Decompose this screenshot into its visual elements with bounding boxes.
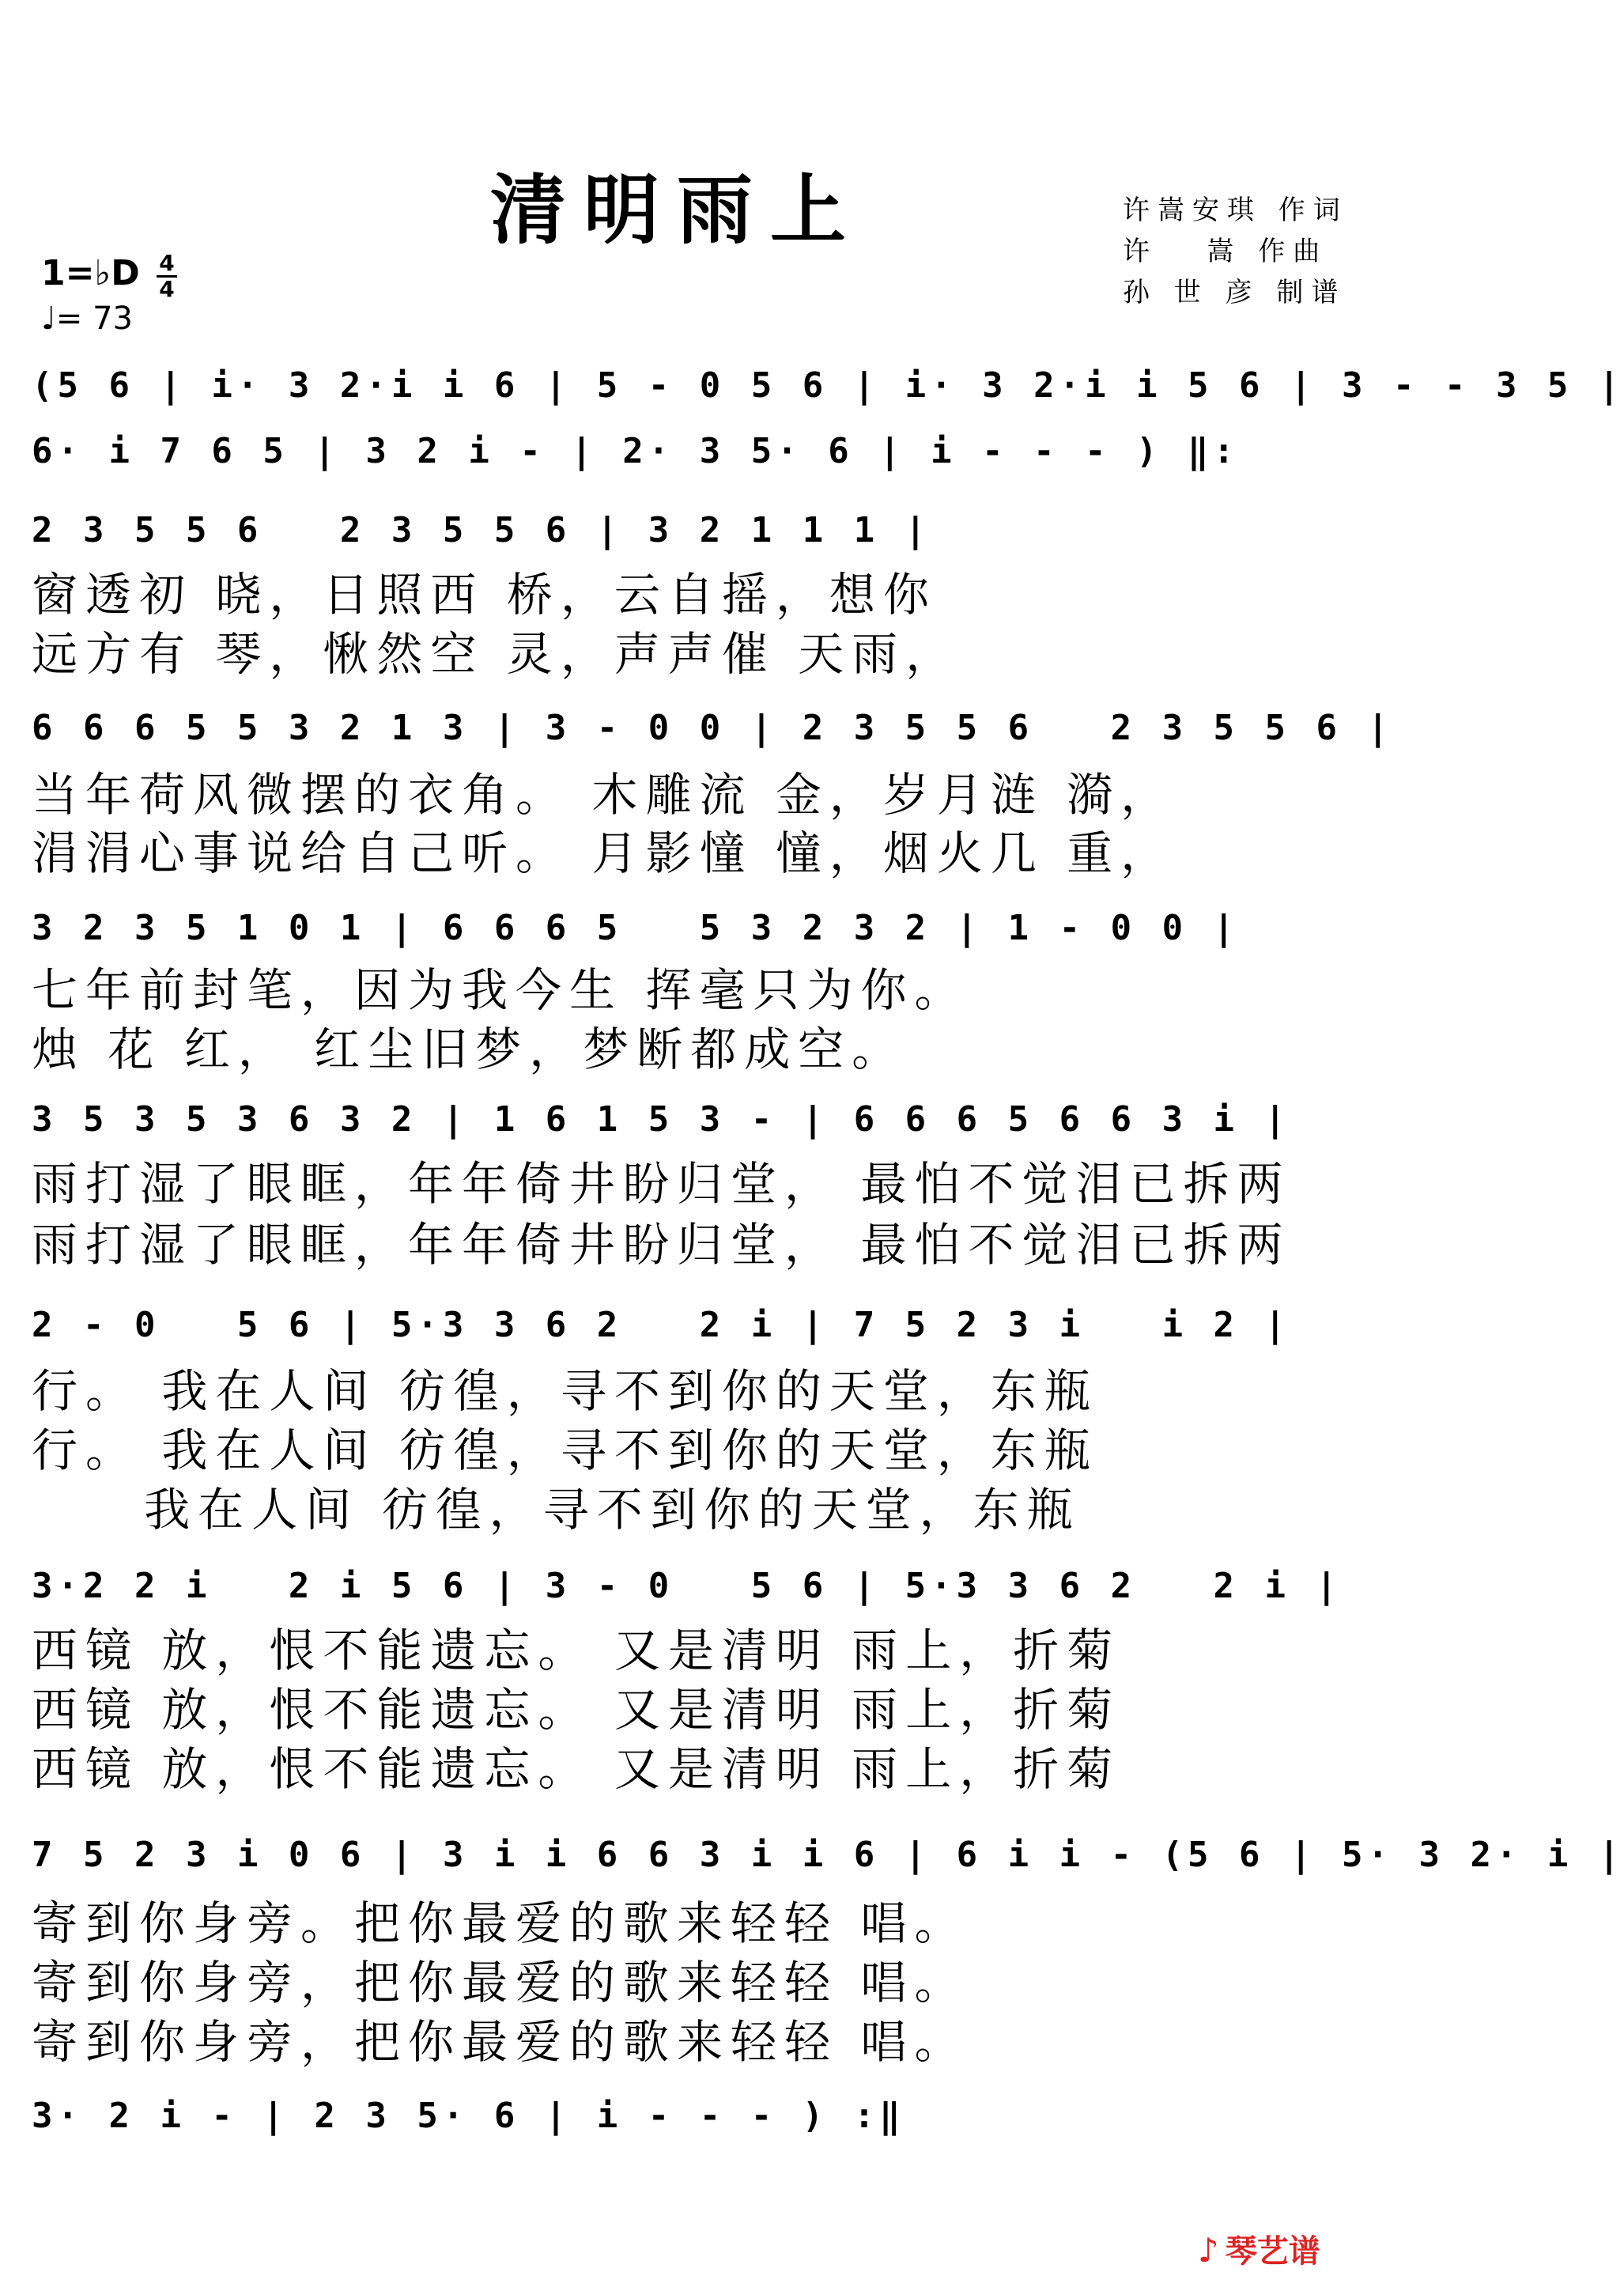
transcriber-credit: 孙 世 彦 制谱 <box>1123 277 1346 308</box>
lyric-line: 雨打湿了眼眶，年年倚井盼归堂， 最怕不觉泪已拆两 <box>32 1218 1291 1272</box>
lyric-line: 西镜 放，恨不能遗忘。 又是清明 雨上，折菊 <box>32 1683 1121 1737</box>
notation-line: 3·2 2 i 2 i 5 6 | 3 - 0 5 6 | 5·3 3 6 2 2 i | <box>32 1566 1343 1606</box>
credits <box>1123 190 1348 313</box>
lyric-line: 我在人间 彷徨，寻不到你的天堂，东瓶 <box>32 1483 1081 1537</box>
tempo-marking: ♩= 73 <box>41 301 133 337</box>
logo-text: 琴艺谱 <box>1225 2233 1320 2270</box>
lyric-line: 寄到你身旁，把你最爱的歌来轻轻 唱。 <box>32 2015 969 2069</box>
time-signature <box>157 251 177 301</box>
lyric-line: 涓涓心事说给自己听。 月影憧 憧，烟火几 重， <box>32 826 1175 880</box>
notation-line: 7 5 2 3 i 0 6 | 3 i i 6 6 3 i i 6 | 6 i i - (5 6 | 5· 3 2· i | <box>32 1835 1624 1875</box>
lyric-line: 寄到你身旁，把你最爱的歌来轻轻 唱。 <box>32 1956 969 2009</box>
notation-line: 2 3 5 5 6 2 3 5 5 6 | 3 2 1 1 1 | <box>32 510 931 550</box>
composer-credit: 许 嵩 作曲 <box>1123 236 1328 267</box>
page-title: 清明雨上 <box>490 166 863 255</box>
lyric-line: 行。 我在人间 彷徨，寻不到你的天堂，东瓶 <box>32 1364 1098 1418</box>
lyric-line: 西镜 放，恨不能遗忘。 又是清明 雨上，折菊 <box>32 1624 1121 1677</box>
notation-line: 6 6 6 5 5 3 2 1 3 | 3 - 0 0 | 2 3 5 5 6 2 3 5 5 6 | <box>32 708 1393 748</box>
time-signature-top: 4 <box>159 250 175 276</box>
notation-line: 3· 2 i - | 2 3 5· 6 | i - - - ) :‖ <box>32 2096 905 2136</box>
time-signature-bottom: 4 <box>159 276 175 302</box>
lyric-line: 当年荷风微摆的衣角。 木雕流 金，岁月涟 漪， <box>32 768 1175 822</box>
notation-line: 3 5 3 5 3 6 3 2 | 1 6 1 5 3 - | 6 6 6 5 6 6 3 i | <box>32 1099 1291 1140</box>
lyric-line: 西镜 放，恨不能遗忘。 又是清明 雨上，折菊 <box>32 1742 1121 1796</box>
lyric-line: 七年前封笔，因为我今生 挥毫只为你。 <box>32 963 969 1017</box>
key-signature: 1=♭D <box>41 253 140 293</box>
notation-line: (5 6 | i· 3 2·i i 6 | 5 - 0 5 6 | i· 3 2·i i 5 6 | 3 - - 3 5 | <box>32 365 1624 406</box>
lyric-line: 窗透初 晓，日照西 桥，云自摇，想你 <box>32 568 937 622</box>
lyric-line: 远方有 琴，愀然空 灵，声声催 天雨， <box>32 627 960 681</box>
logo-icon: ♪ <box>1198 2231 1219 2270</box>
lyricist-credit: 许嵩安琪 作词 <box>1123 195 1348 226</box>
site-logo <box>1198 2226 1320 2271</box>
notation-line: 3 2 3 5 1 0 1 | 6 6 6 5 5 3 2 3 2 | 1 - 0 0 | <box>32 908 1240 948</box>
notation-line: 6· i 7 6 5 | 3 2 i - | 2· 3 5· 6 | i - - - ) ‖: <box>32 431 1240 471</box>
lyric-line: 寄到你身旁。把你最爱的歌来轻轻 唱。 <box>32 1896 969 1950</box>
lyric-line: 行。 我在人间 彷徨，寻不到你的天堂，东瓶 <box>32 1423 1098 1477</box>
notation-line: 2 - 0 5 6 | 5·3 3 6 2 2 i | 7 5 2 3 i i 2 | <box>32 1305 1291 1345</box>
lyric-line: 烛 花 红， 红尘旧梦，梦断都成空。 <box>32 1023 906 1076</box>
lyric-line: 雨打湿了眼眶，年年倚井盼归堂， 最怕不觉泪已拆两 <box>32 1157 1291 1211</box>
